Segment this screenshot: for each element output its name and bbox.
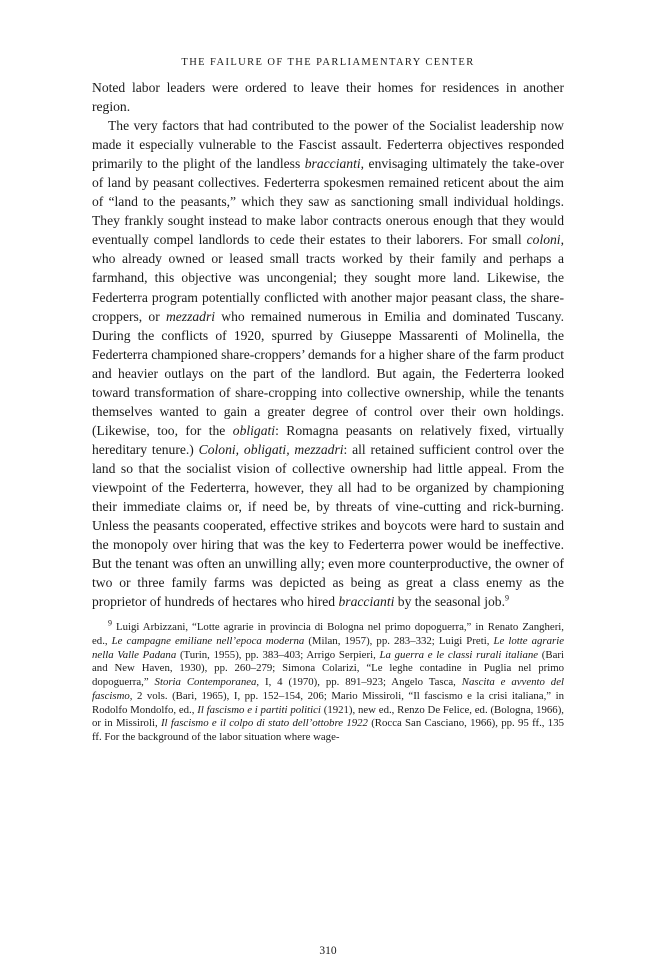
text-run: Luigi Arbizzani, “Lotte agrarie in provincia di Bologna nel primo dopoguerra,” in Renato Zangheri, ed., xyxy=(92,621,564,648)
text-run: (Turin, 1955), pp. 383–403; Arrigo Serpieri, xyxy=(176,648,380,661)
page-number: 310 xyxy=(319,945,337,957)
body-text xyxy=(92,78,564,611)
text-run: The very factors that had contributed to the power of the Socialist leadership now made it especially vulnerable to the Fascist assault. Federterra objectives responded primarily to the plight of the landless xyxy=(92,118,564,172)
text-run: by the seasonal job. xyxy=(394,594,506,610)
text-run: : all retained sufficient control over the land so that the socialist vision of collective ownership had little appeal. From the viewpoint of the Federterra, however, they all had to be organized by championing their immediate claims or, if need be, by threats of vine-cutting and rick-burning. Unless the peasants cooperated, effective strikes and boycots were hard to sustain and the monopoly over hiring that was the key to Federterra power would be ineffective. But the tenant was often an unwilling ally; even more counterproductive, the owner of two or three family farms was depicted as being as great a class enemy as the proprietor of hundreds of hectares who hired xyxy=(92,441,564,610)
text-run: (1921), new ed., Renzo De Felice, ed. (Bologna, 1966), or in Missiroli, xyxy=(92,703,564,730)
italic-term: Storia Contemporanea xyxy=(154,676,257,689)
italic-term: Nascita e avvento del fascismo xyxy=(92,676,564,702)
italic-term: braccianti xyxy=(338,594,395,610)
paragraph xyxy=(92,116,564,611)
italic-term: Le lotte agrarie nella Valle Padana xyxy=(92,635,564,661)
running-head: THE FAILURE OF THE PARLIAMENTARY CENTER xyxy=(181,57,475,68)
italic-term: Il fascismo e il colpo di stato dell’ottobre 1922 xyxy=(160,717,368,730)
italic-term: braccianti xyxy=(304,156,361,172)
text-run: , 2 vols. (Bari, 1965), I, pp. 152–154, 206; Mario Missiroli, “Il fascismo e la crisi italiana,” in Rodolfo Mondolfo, ed., xyxy=(92,689,564,716)
text-run: , envisaging ultimately the take-over of land by peasant collectives. Federterra spokesmen remained reticent about the aim of “land to the peasants,” which they saw as sanctioning small individual holdings. They frankly sought instead to make labor contracts onerous enough that they would eventually compel landlords to cede their estates to their laborers. For small xyxy=(92,156,564,248)
text-run: (Rocca San Casciano, 1966), pp. 95 ff., 135 ff. For the background of the labor situation where wage- xyxy=(92,717,564,743)
book-page xyxy=(92,56,564,961)
italic-term: Il fascismo e i partiti politici xyxy=(197,703,321,716)
text-run: (Bari and New Haven, 1930), pp. 260–279; Simona Colarizi, “Le leghe contadine in Puglia nel primo dopoguerra,” xyxy=(92,648,564,689)
text-run: (Milan, 1957), pp. 283–332; Luigi Preti, xyxy=(304,635,494,648)
paragraph xyxy=(92,78,564,116)
footnote-separator xyxy=(92,611,564,621)
footnote xyxy=(92,618,564,744)
text-run: : Romagna peasants on relatively fixed, virtually hereditary tenure.) xyxy=(92,422,564,457)
footnote-ref: 9 xyxy=(505,593,510,603)
italic-term: Coloni, obligati, mezzadri xyxy=(198,441,344,457)
italic-term: Le campagne emiliane nell’epoca moderna xyxy=(111,635,305,648)
italic-term: obligati xyxy=(232,422,276,438)
italic-term: mezzadri xyxy=(165,308,216,324)
text-run: Noted labor leaders were ordered to leave their homes for residences in another region. xyxy=(92,80,564,115)
italic-term: La guerra e le classi rurali italiane xyxy=(379,648,539,661)
footnote-marker: 9 xyxy=(108,618,112,628)
text-run: , who already owned or leased small tracts worked by their family and perhaps a farmhand, this objective was uncongenial; they sought more land. Likewise, the Federterra program potentially conflicted with another major peasant class, the share-croppers, or xyxy=(92,232,564,324)
text-run: who remained numerous in Emilia and dominated Tuscany. During the conflicts of 1920, spurred by Giuseppe Massarenti of Molinella, the Federterra championed share-croppers’ demands for a higher share of the farm product and heavier outlays on the part of the landlord. But again, the Federterra looked toward transformation of share-cropping into collective ownership, while the tenants themselves wanted to gain a greater degree of control over their own holdings. (Likewise, too, for the xyxy=(92,308,564,438)
italic-term: coloni xyxy=(526,232,561,248)
text-run: , I, 4 (1970), pp. 891–923; Angelo Tasca, xyxy=(256,676,462,689)
